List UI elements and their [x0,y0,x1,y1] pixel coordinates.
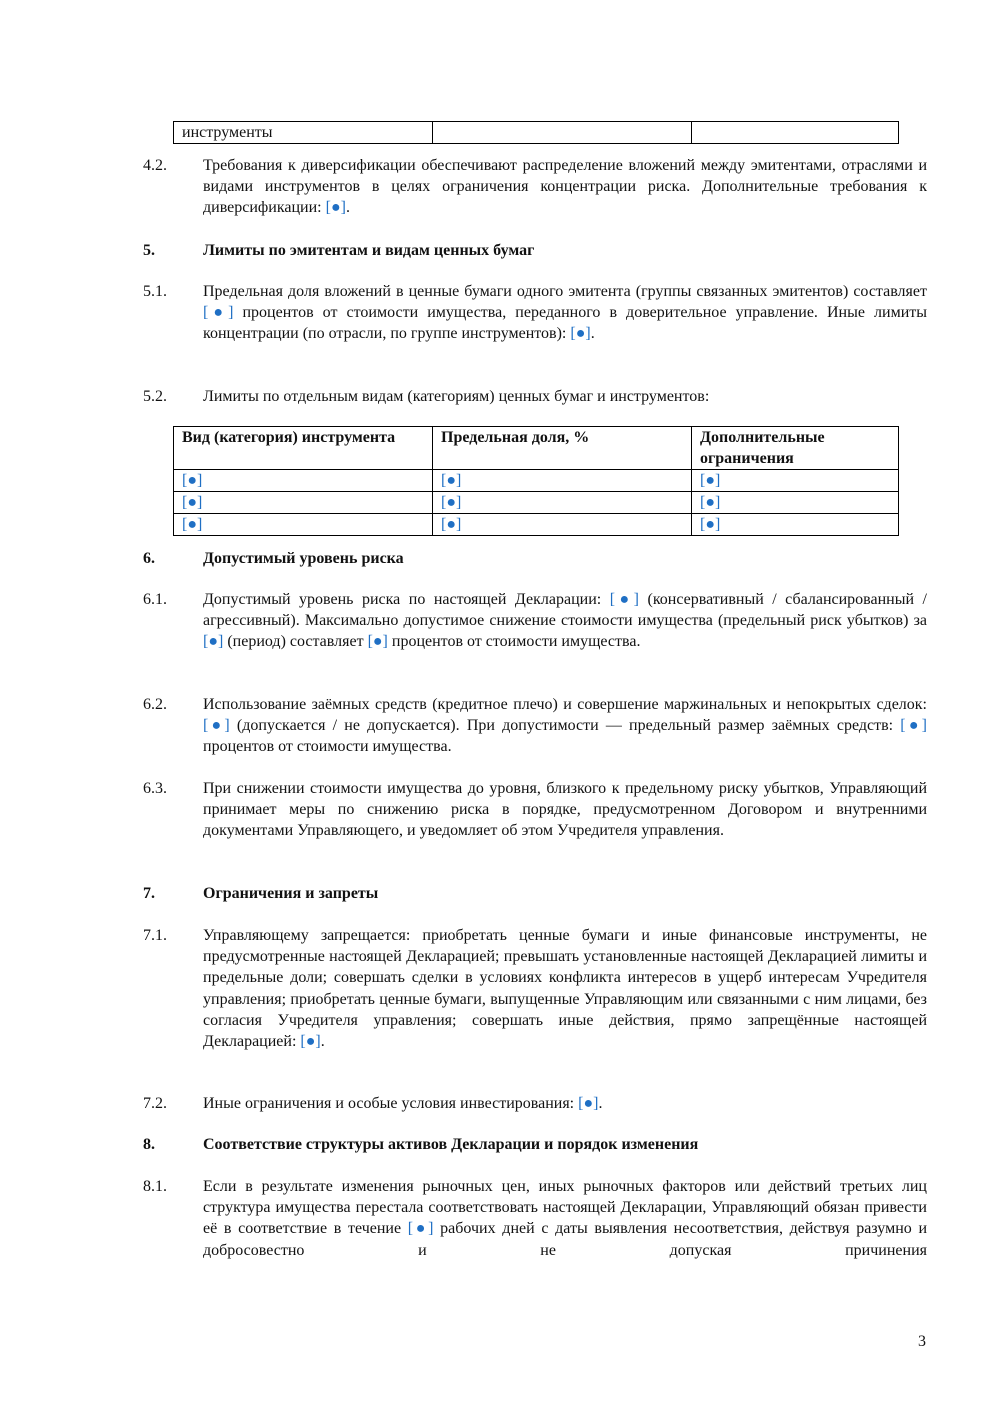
instruments-table-tail [173,121,899,144]
table-cell: инструменты [174,122,433,144]
clause-number: 7.1. [143,927,167,944]
placeholder: [●] [203,717,230,735]
table-header-cell: Вид (категория) инструмента [174,427,433,470]
clause-number: 7.2. [143,1095,167,1112]
placeholder: [●] [609,591,639,608]
table-header-row [174,427,899,470]
clause-text: Лимиты по отдельным видам (категориям) ценных бумаг и инструментов: [203,388,710,405]
clause-text: Использование заёмных средств (кредитное плечо) и совершение маржинальных и непокрытых сделок: [●] (допускается / не допускается). При допустимости — предельный размер заёмных средств: [●] процентов от стоимости имущества. [203,696,928,756]
clause-number: 4.2. [143,157,167,174]
clause-number: 6.2. [143,696,167,713]
table-header-cell: Предельная доля, % [433,427,692,470]
clause-text: Допустимый уровень риска по настоящей Декларации: [●] (консервативный / сбалансированный / агрессивный). Максимально допустимое снижение стоимости имущества (предельный риск убытков) за [●] (период) составляет [●] процентов от стоимости имущества. [203,591,927,651]
placeholder: [●] [407,1220,434,1238]
clause-5-1 [143,281,927,345]
clause-7-1 [143,925,927,1052]
placeholder: [●] [325,199,346,217]
table-row [174,514,899,536]
clause-4-2 [143,155,927,219]
limits-table [173,426,899,536]
table-row [174,122,899,144]
table-cell: [●] [433,492,692,514]
clause-number: 5.2. [143,388,167,405]
placeholder: [●] [367,633,388,651]
clause-6-2 [143,694,927,758]
clause-text: Иные ограничения и особые условия инвестирования: [●]. [203,1095,603,1112]
table-cell [692,122,899,144]
placeholder: [●] [578,1095,599,1112]
placeholder: [●] [900,717,928,735]
table-cell: [●] [692,470,899,492]
clause-text: Управляющему запрещается: приобретать ценные бумаги и иные финансовые инструменты, не предусмотренные настоящей Декларацией; превышать установленные настоящей Декларацией лимиты и предельные доли; совершать сделки в условиях конфликта интересов в ущерб интересам Учредителя управления; приобретать ценные бумаги, выпущенные Управляющим или связанными с ним лицами, без согласия Учредителя управления; совершать иные действия, прямо запрещённые настоящей Декларацией: [●]. [203,927,927,1051]
table-row [174,470,899,492]
clause-text: Требования к диверсификации обеспечивают распределение вложений между эмитентами, отраслями и видами инструментов в целях ограничения концентрации риска. Дополнительные требования к диверсификации: [●]. [203,157,927,217]
table-cell: [●] [433,470,692,492]
placeholder: [●] [300,1033,321,1051]
placeholder: [●] [570,325,591,343]
table-cell: [●] [692,492,899,514]
clause-number: 6.1. [143,591,167,608]
clause-text: При снижении стоимости имущества до уровня, близкого к предельному риску убытков, Управляющий принимает меры по снижению риска в порядке, предусмотренном Договором и внутренними документами Управляющего, и уведомляет об этом Учредителя управления. [203,780,927,840]
table-cell: [●] [174,470,433,492]
table-cell [433,122,692,144]
clause-number: 8.1. [143,1178,167,1195]
clause-6-1 [143,589,927,653]
clause-8-1 [143,1176,927,1261]
clause-7-2 [143,1093,927,1114]
clause-text: Предельная доля вложений в ценные бумаги одного эмитента (группы связанных эмитентов) составляет [●] процентов от стоимости имущества, переданного в доверительное управление. Иные лимиты концентрации (по отрасли, по группе инструментов): [●]. [203,283,927,343]
table-cell: [●] [174,514,433,536]
table-cell: [●] [692,514,899,536]
table-header-cell: Дополнительные ограничения [692,427,899,470]
clause-number: 5.1. [143,283,167,300]
page-number: 3 [918,1333,926,1350]
table-row [174,492,899,514]
clause-text: Если в результате изменения рыночных цен, иных рыночных факторов или действий третьих лиц структура имущества перестала соответствовать настоящей Декларации, Управляющий обязан привести её в соответствие в течение [●] рабочих дней с даты выявления несоответствия, действуя разумно и добросовестно и не допуская причинения [203,1178,928,1259]
placeholder: [●] [203,304,234,322]
document-page: инструменты 4.2. Требования к диверсификации обеспечивают распределение вложений между эмитентами, отраслями и видами инструментов в целях ограничения концентрации риска. Дополнительные требования к диверсификации: [●]. 5. Лимиты по эмитентам и видам ценных бумаг 5.1. Предельная доля вложений в ценные бумаги одного эмитента (группы связанных эмитентов) составляет [●] процентов от стоимости имущества, переданного в доверительное управление. Иные лимиты концентрации (по отрасли, по группе инструментов): [●]. 5.2. Лимиты по отдельным видам (категориям) ценных бумаг и инструментов: Вид (категория) инструмента Предельная доля, % Дополнительные ограничения [●] [●] [●] [●] [●] [●] [●] [●] [●] 6. Допустимый уровень риска 6.1. Допустимый уровень риска по настоящей Декларации: [●] (консервативный / сбалансированный / агрессивный). Максимально допустимое снижение стоимости имущества (предельный риск убытков) за [●] (период) составляет [●] процентов от стоимости имущества. 6.2. Использование заёмных средств (кредитное плечо) и совершение маржинальных и непокрытых сделок: [●] (допускается / не допускается). При допустимости — предельный размер заёмных средств: [●] процентов от стоимости имущества. 6.3. При снижении стоимости имущества до уровня, близкого к предельному риску убытков, Управляющий принимает меры по снижению риска в порядке, предусмотренном Договором и внутренними документами Управляющего, и уведомляет об этом Учредителя управления. 7. Ограничения и запреты 7.1. Управляющему запрещается: приобретать ценные бумаги и иные финансовые инструменты, не предусмотренные настоящей Декларацией; превышать установленные настоящей Декларацией лимиты и предельные доли; совершать сделки в условиях конфликта интересов в ущерб интересам Учредителя управления; приобретать ценные бумаги, выпущенные Управляющим или связанными с ним лицами, без согласия Учредителя управления; совершать иные действия, прямо запрещённые настоящей Декларацией: [●]. 7.2. Иные ограничения и особые условия инвестирования: [●]. 8. Соответствие структуры активов Декларации и порядок изменения 8.1. Если в результате изменения рыночных цен, иных рыночных факторов или действий третьих лиц структура имущества перестала соответствовать настоящей Декларации, Управляющий обязан привести её в соответствие в течение [●] рабочих дней с даты выявления несоответствия, действуя разумно и добросовестно и не допуская причинения 3 [0,0,1000,1414]
clause-5-2 [143,386,927,407]
placeholder: [●] [203,633,224,651]
table-cell: [●] [433,514,692,536]
clause-number: 6.3. [143,780,167,797]
clause-6-3 [143,778,927,842]
table-cell: [●] [174,492,433,514]
